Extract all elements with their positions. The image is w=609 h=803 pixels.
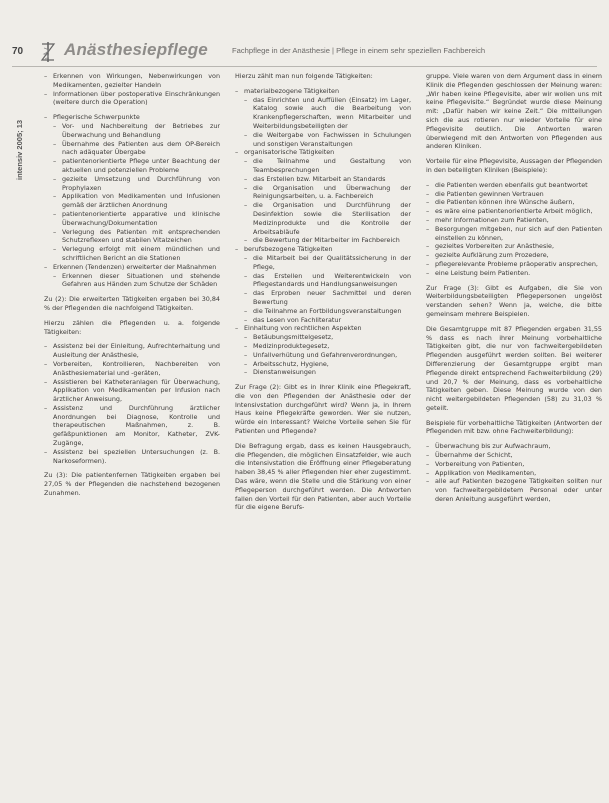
list-item-text: – Überwachung bis zur Aufwachraum,	[435, 442, 551, 451]
sub-list-item: – das Erstellen und Weiterentwickeln von Pflegestandards und Handlungsanweisungen	[244, 272, 411, 290]
sub-list-item: – Vor- und Nachbereitung der Betriebes zur Überwachung und Behandlung	[53, 122, 220, 140]
list-item-text: – alle auf Patienten bezogene Tätigkeiten sollten nur von fachweitergebildetem Personal oder unter deren Anleitung ausgeführt werden,	[435, 477, 602, 504]
list-item-text: – Pflegerische Schwerpunkte	[53, 113, 140, 122]
sub-list-item: – Arbeitsschutz, Hygiene,	[244, 360, 411, 369]
sub-list-item: – das Erstellen bzw. Mitarbeit an Standards	[244, 175, 411, 184]
list-item	[426, 451, 602, 460]
list-item	[426, 207, 602, 216]
paragraph: Zur Frage (3): Gibt es Aufgaben, die Sie von Weiterbildungsbeteiligten Pflegepersonen ungelöst verstanden sehen? Wenn ja, welche, die bitte gemeinsam mehrere Beispielen.	[426, 283, 602, 318]
sub-list-item: – Verlegung erfolgt mit einem mündlichen und schriftlichen Bericht an die Stationen	[53, 245, 220, 263]
paragraph: Zu (2): Die erweiterten Tätigkeiten ergaben bei 30,84 % der Pflegenden die nachfolgend Tätigkeiten.	[44, 295, 220, 312]
sub-bullet-list	[244, 254, 411, 324]
sub-list-item: – Verlegung des Patienten mit entsprechenden Schutzreflexen und stabilen Vitalzeichen	[53, 228, 220, 246]
list-item-text: – gezielte Aufklärung zum Prozedere,	[435, 251, 549, 260]
paragraph: Die Gesamtgruppe mit 87 Pflegenden ergaben 31,55 % dass es nach ihrer Meinung vorbehaltliche Tätigkeiten gibt, die nur von fachweitergebildeten Pflegenden ausgeführt werden sollten. Bei weiterer Differenzierung der Gesamtgruppe ergibt man Pflegende direkt entsprechend Fachweiterbildung (29) und 20,7 % der Meinung, dass es vorbehaltliche Tätigkeiten geben. Diese Meinung wurde von den nicht weitergebildeten Pflegenden (58) zu 31,03 % geteilt.	[426, 324, 602, 412]
list-item-text: – mehr Informationen zum Patienten,	[435, 215, 549, 224]
list-item	[44, 342, 220, 360]
bullet-list	[426, 442, 602, 504]
list-item	[235, 87, 411, 149]
list-item	[44, 360, 220, 378]
sub-list-item: – patientenorientierte apparative und klinische Überwachung/Dokumentation	[53, 210, 220, 228]
list-item-text: – Applikation von Medikamenten,	[435, 468, 537, 477]
sub-bullet-list	[244, 333, 411, 377]
list-item-text: – berufsbezogene Tätigkeiten	[244, 245, 333, 254]
list-item	[44, 113, 220, 263]
bullet-list	[426, 181, 602, 278]
list-item-text: – organisatorische Tätigkeiten	[244, 148, 335, 157]
sub-bullet-list	[244, 157, 411, 245]
sub-list-item: – Applikation von Medikamenten und Infusionen gemäß der ärztlichen Anordnung	[53, 192, 220, 210]
page-number: 70	[12, 46, 24, 57]
list-item	[426, 442, 602, 451]
sub-list-item: – das Erproben neuer Sachmittel und deren Bewertung	[244, 289, 411, 307]
list-item-text: – Vorbereiten, Kontrollieren, Nachbereiten von Anästhesiematerial und -geräten,	[53, 359, 220, 377]
sub-list-item: – das Lesen von Fachliteratur	[244, 316, 411, 325]
list-item-text: – gezieltes Vorbereiten zur Anästhesie,	[435, 242, 555, 251]
sub-list-item: – die Bewertung der Mitarbeiter im Fachbereich	[244, 236, 411, 245]
list-item	[426, 216, 602, 225]
list-item	[44, 404, 220, 448]
header-divider	[12, 66, 597, 67]
magazine-title: Anästhesiepflege	[64, 40, 208, 59]
text-column-1	[44, 72, 220, 504]
list-item-text: – Übernahme der Schicht,	[435, 451, 513, 460]
bullet-list	[44, 72, 220, 107]
list-item	[426, 181, 602, 190]
bullet-list	[235, 87, 411, 377]
list-item	[426, 469, 602, 478]
sub-list-item: – Betäubungsmittelgesetz,	[244, 333, 411, 342]
paragraph: Beispiele für vorbehaltliche Tätigkeiten (Antworten der Pflegenden mit bzw. ohne Fachweiterbildung):	[426, 418, 602, 436]
paragraph: Vorteile für eine Pflegevisite, Aussagen der Pflegenden in den beteiligten Kliniken (Beispiele):	[426, 157, 602, 174]
aesculapian-staff-icon	[36, 40, 60, 64]
sub-list-item: – Erkennen dieser Situationen und stehende Gefahren aus Händen zum Schutze der Schäden	[53, 272, 220, 290]
paragraph: Zur Frage (2): Gibt es in Ihrer Klinik eine Pflegekraft, die von den Pflegenden der Anästhesie oder der Intensivstation durchgeführt wird? Wenn ja, in Ihrem Haus keine Pflegekräfte geworden. Wer sie nutzen, würde ein Interessant? Welche Vorteile sehen Sie für Patienten und Pflegende?	[235, 383, 411, 436]
sub-bullet-list	[53, 122, 220, 263]
list-item	[44, 263, 220, 289]
list-item-text: – Erkennen (Tendenzen) erweiterter der Maßnahmen	[53, 262, 217, 271]
list-item-text: – Einhaltung von rechtlichen Aspekten	[244, 324, 362, 333]
list-item	[426, 242, 602, 251]
list-item-text: – pflegerelevante Probleme präoperativ ansprechen,	[435, 259, 598, 268]
sub-bullet-list	[244, 96, 411, 149]
side-journal-label	[13, 90, 27, 180]
sub-list-item: – die Organisation und Überwachung der Reinigungsarbeiten, u. a. Fachbereich	[244, 184, 411, 202]
paragraph: Zu (3): Die patientenfernen Tätigkeiten ergaben bei 27,05 % der Pflegenden die nachstehend bezogenen Zunahmen.	[44, 471, 220, 498]
sub-list-item: – die Teilnahme und Gestaltung von Teambesprechungen	[244, 157, 411, 175]
paragraph: gruppe. Viele waren von dem Argument dass in einem Klinik die Pflegenden geschlossen der Meinung waren: „Wir haben keine Pflegevisite, aber wir wollen uns mit keine Pflegevisite.“ Begründet wurde diese Meinung mit: „Dafür haben wir keine Zeit.“ Die mitteilungen sich die aus rotieren nur wieder Vorteile für eine Pflegevisite deutlich. Die Antworten waren überwiegend mit den Antworten von Pflegenden aus anderen Kliniken.	[426, 72, 602, 151]
list-item	[426, 260, 602, 269]
list-item-text: – die Patienten können ihre Wünsche äußern,	[435, 198, 575, 207]
list-item-text: – Erkennen von Wirkungen, Nebenwirkungen von Medikamenten, gezielter Handeln	[53, 72, 220, 89]
sub-list-item: – Unfallverhütung und Gefahrenverordnungen,	[244, 351, 411, 360]
list-item-text: – die Patienten werden ebenfalls gut beantwortet	[435, 180, 588, 189]
list-item	[44, 90, 220, 108]
sub-list-item: – die Teilnahme an Fortbildungsveranstaltungen	[244, 307, 411, 316]
list-item-text: – Assistieren bei Katheteranlagen für Überwachung, Applikation von Medikamenten per Infusion nach ärztlicher Anweisung,	[53, 377, 220, 404]
list-item	[235, 245, 411, 324]
paragraph: Die Befragung ergab, dass es keinen Hausgebrauch, die Pflegenden, die möglichen Einsatzfelder, wie auch die Intensivstation die Eröffnung einer Pflegeberatung haben 38,45 % aller Pflegenden hier eher zugestimmt. Das wäre, wenn die Stelle und die Stärkung von einer Pflegeperson durchgeführt werden. Die Antworten fallen den Vorteil für den Patienten, aber auch Vorteile für die eigene Berufs-	[235, 441, 411, 512]
bullet-list	[44, 113, 220, 289]
list-item	[235, 148, 411, 245]
list-item	[235, 324, 411, 377]
sub-bullet-list	[53, 272, 220, 290]
sub-list-item: – Übernahme des Patienten aus dem OP-Bereich nach adäquater Übergabe	[53, 140, 220, 158]
sub-list-item: – Medizinproduktegesetz,	[244, 342, 411, 351]
list-item	[426, 477, 602, 503]
list-item-text: – eine Leistung beim Patienten.	[435, 268, 531, 277]
list-item-text: – Besorgungen mitgeben, nur sich auf den Patienten einstellen zu können,	[435, 224, 602, 242]
list-item-text: – die Patienten gewinnen Vertrauen	[435, 189, 544, 198]
sub-list-item: – die Mitarbeit bei der Qualitätssicherung in der Pflege,	[244, 254, 411, 272]
page-header	[12, 40, 602, 64]
sub-list-item: – patientenorientierte Pflege unter Beachtung der aktuellen und potenziellen Probleme	[53, 157, 220, 175]
text-column-2	[235, 72, 411, 518]
list-item-text: – materialbezogene Tätigkeiten	[244, 86, 340, 95]
list-item	[44, 448, 220, 466]
list-item-text: – Informationen über postoperative Einschränkungen (weitere durch die Operation)	[53, 89, 220, 107]
list-item-text: – Vorbereitung von Patienten,	[435, 459, 525, 468]
sub-list-item: – Dienstanweisungen	[244, 368, 411, 377]
list-item-text: – Assistenz bei der Einleitung, Aufrechterhaltung und Ausleitung der Anästhesie,	[53, 342, 220, 360]
list-item	[44, 72, 220, 90]
list-item	[426, 269, 602, 278]
list-item-text: – es wäre eine patientenorientierte Arbeit möglich,	[435, 207, 593, 216]
sub-list-item: – das Einrichten und Auffüllen (Einsatz) im Lager, Katalog sowie auch die Bearbeitung von Krankenpflegerschaften, wenn Mitarbeiter und Weiterbildungsbeteiligten der	[244, 96, 411, 131]
list-item	[426, 225, 602, 243]
list-item	[426, 460, 602, 469]
paragraph: Hierzu zählt man nun folgende Tätigkeiten:	[235, 72, 373, 80]
sub-list-item: – gezielte Umsetzung und Durchführung von Prophylaxen	[53, 175, 220, 193]
list-item-text: – Assistenz und Durchführung ärztlicher Anordnungen bei Diagnose, Kontrolle und therapeutischen Maßnahmen, z. B. gefäßpunktionen am Monitor, Katheter, ZVK-Zugänge,	[53, 403, 220, 448]
sub-list-item: – die Organisation und Durchführung der Desinfektion sowie die Sterilisation der Medizinprodukte und die Kontrolle der Arbeitsabläufe	[244, 201, 411, 236]
magazine-tagline: Fachpflege in der Anästhesie | Pflege in einem sehr speziellen Fachbereich	[232, 46, 486, 55]
text-column-3	[426, 72, 602, 510]
bullet-list	[44, 342, 220, 465]
list-item	[44, 378, 220, 404]
list-item-text: – Assistenz bei speziellen Untersuchungen (z. B. Narkoseformen).	[53, 447, 220, 465]
list-item	[426, 198, 602, 207]
list-item	[426, 190, 602, 199]
paragraph: Hierzu zählen die Pflegenden u. a. folgende Tätigkeiten:	[44, 318, 220, 336]
journal-reference: intensiv 2005; 13	[15, 119, 24, 180]
sub-list-item: – die Weitergabe von Fachwissen in Schulungen und sonstigen Veranstaltungen	[244, 131, 411, 149]
list-item	[426, 251, 602, 260]
